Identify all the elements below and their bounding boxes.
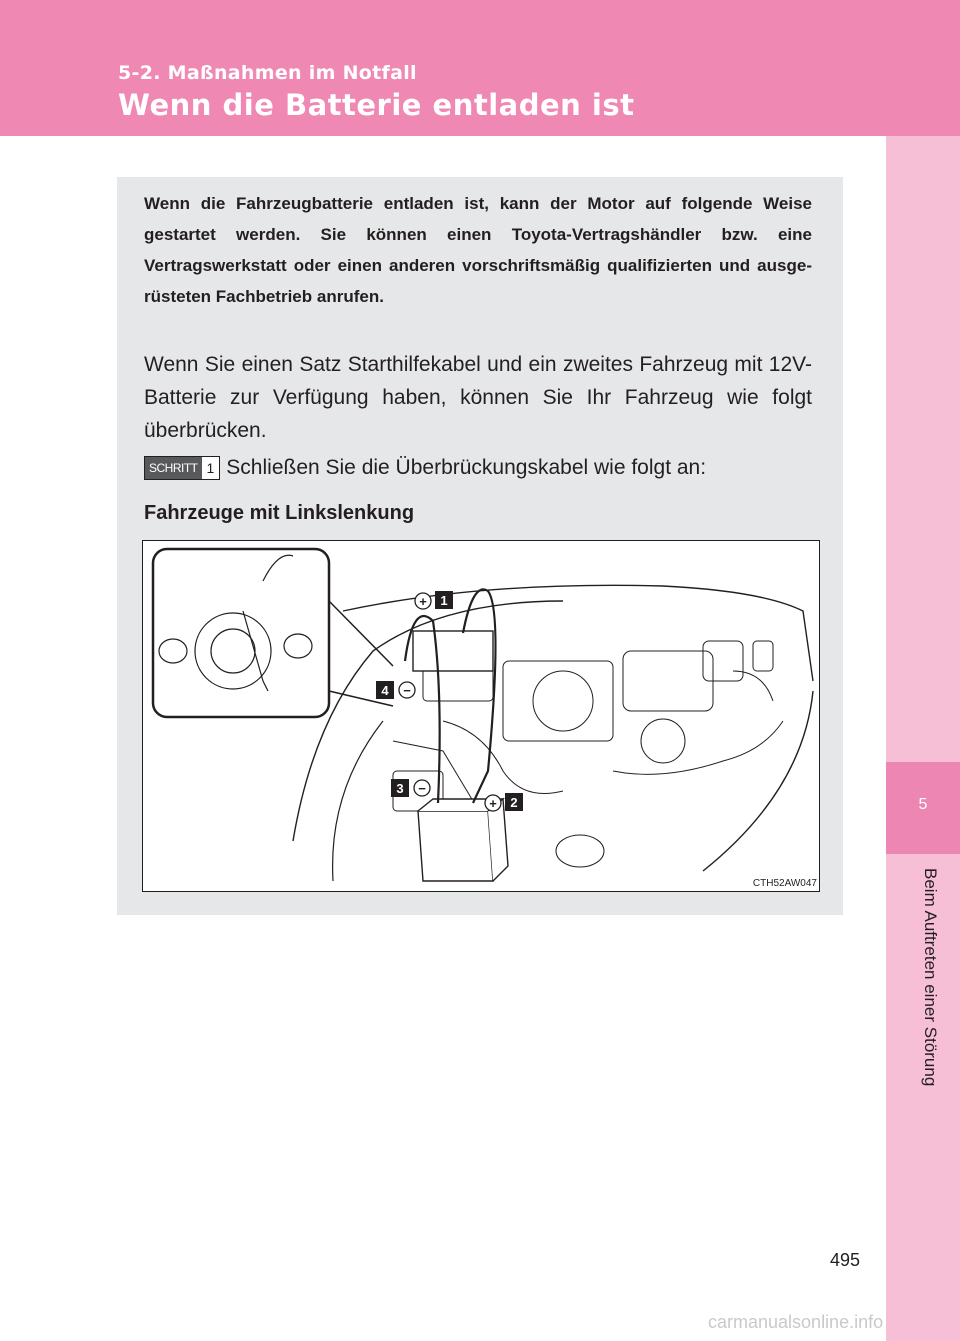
page-title: Wenn die Batterie entladen ist [118,88,635,122]
intro-text: Wenn die Fahrzeugbatterie entladen ist, kann der Motor auf folgende Weise gestartet werden. Sie können einen Toyota-Vertragshändler bzw. eine Vertragswerkstatt oder einen anderen vorschriftsmäßig qualifizierten und ausgerüsteten Fachbetrieb anrufen. [144,194,812,306]
callout-1: 1 [440,593,448,608]
minus-callout-4: − [403,683,411,698]
step-badge [144,456,220,480]
figure-code: CTH52AW047 [752,878,817,889]
watermark: carmanualsonline.info [708,1312,884,1332]
callout-4: 4 [381,683,389,698]
subheading: Fahrzeuge mit Linkslenkung [144,502,415,524]
engine-bay-illustration [143,541,819,891]
step-instruction [144,456,706,480]
step-text: Schließen Sie die Überbrückungskabel wie folgt an: [226,456,707,479]
body-text: Wenn Sie einen Satz Starthilfekabel und ein zweites Fahrzeug mit 12V-Batterie zur Verfügung haben, können Sie Ihr Fahrzeug wie folgt überbrücken. [144,353,812,442]
page-number: 495 [830,1250,861,1270]
chapter-sidebar [886,136,960,1341]
plus-callout-2: + [489,796,497,811]
step-badge-number: 1 [202,457,220,479]
section-label: 5-2. Maßnahmen im Notfall [118,62,417,84]
step-badge-label: SCHRITT [145,457,202,479]
callout-2: 2 [510,795,518,810]
minus-callout-3: − [418,781,426,796]
chapter-number: 5 [918,796,928,813]
plus-callout-1: + [419,594,427,609]
callout-3: 3 [396,781,404,796]
jump-start-figure [142,540,820,892]
chapter-title: Beim Auftreten einer Störung [921,868,940,1087]
